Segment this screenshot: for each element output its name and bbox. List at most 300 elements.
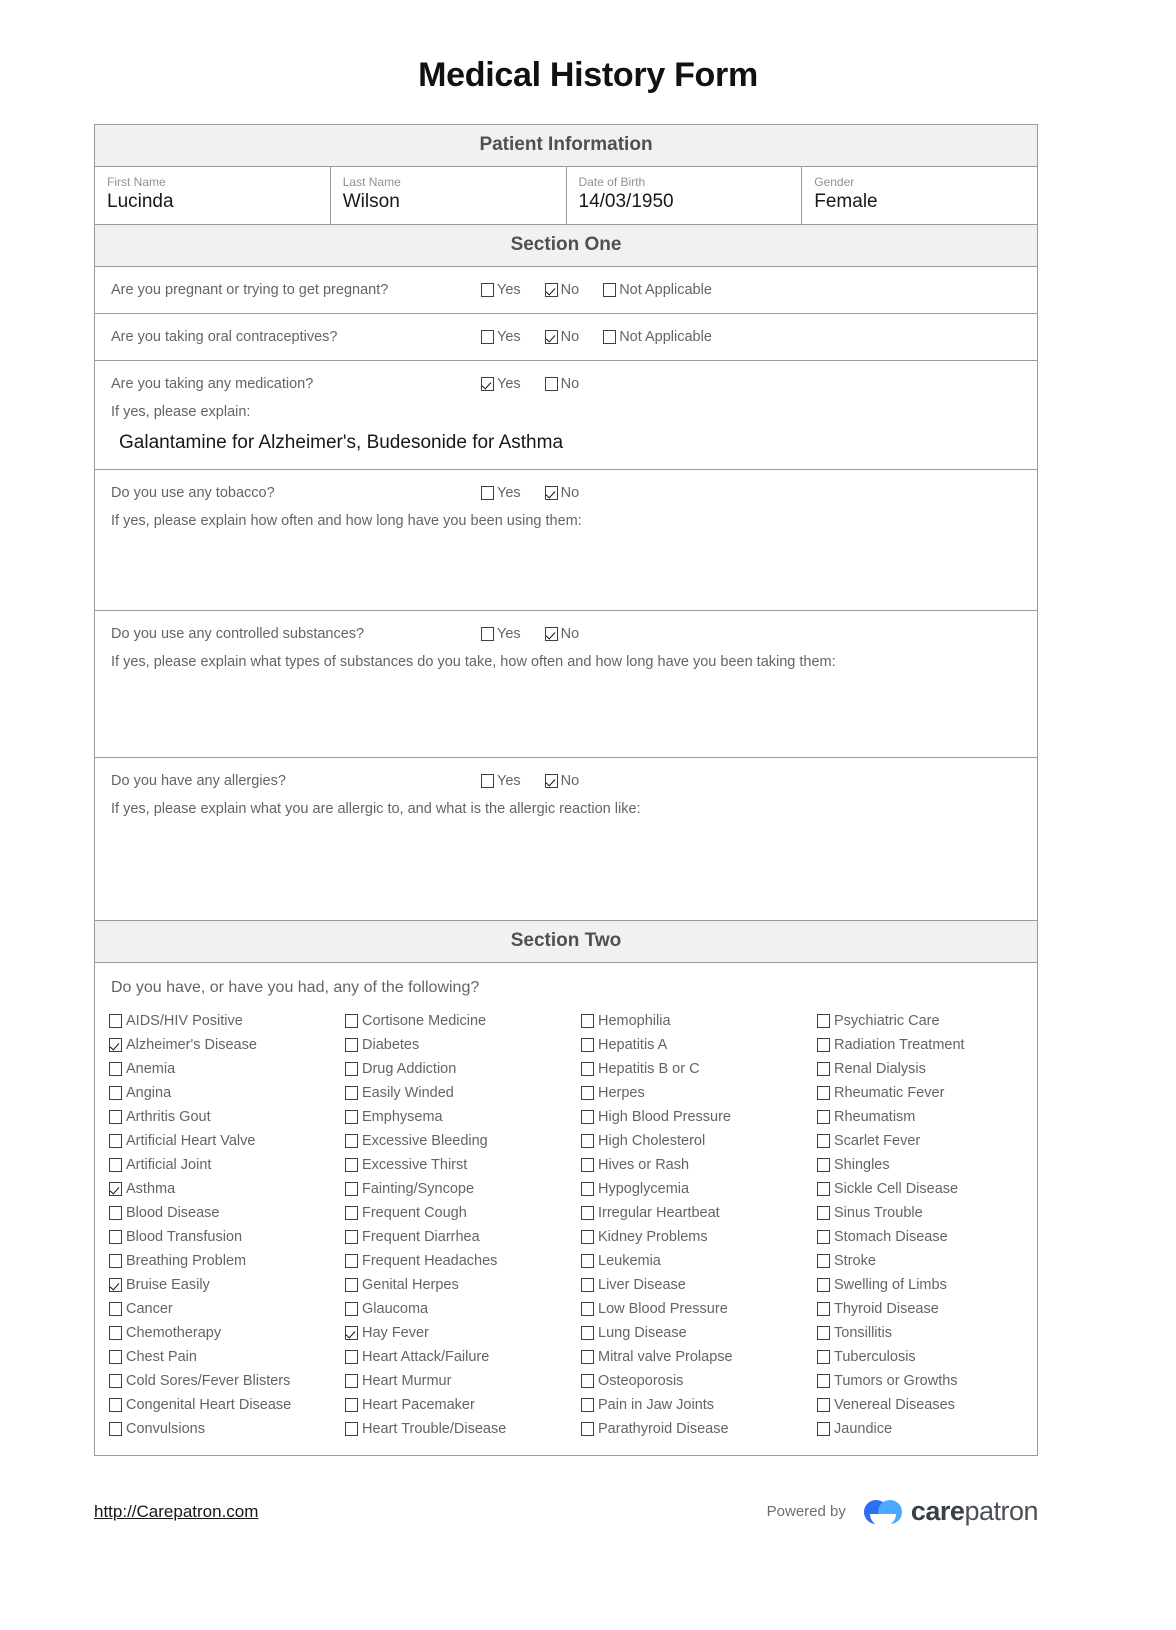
condition-item[interactable]: [109, 1153, 345, 1177]
condition-item[interactable]: [817, 1321, 1053, 1345]
checkbox-icon[interactable]: [481, 283, 494, 297]
condition-item-label: Leukemia: [598, 1253, 661, 1269]
condition-item-label: Blood Transfusion: [126, 1229, 243, 1245]
checkbox-icon[interactable]: [345, 1134, 358, 1148]
condition-item[interactable]: [817, 1129, 1053, 1153]
field-last-name-value: Wilson: [342, 191, 400, 212]
checkbox-checked-icon[interactable]: [109, 1038, 122, 1052]
condition-item-label: Psychiatric Care: [834, 1013, 940, 1029]
brand-care-text: care: [910, 1496, 965, 1526]
question-controlled-substances: [95, 611, 1037, 758]
condition-item-label: Genital Herpes: [362, 1277, 459, 1293]
question-allergies: [95, 758, 1037, 921]
question-medication-sub-prompt: If yes, please explain:: [111, 404, 251, 420]
checkbox-icon[interactable]: [581, 1254, 594, 1268]
brand-patron-text: patron: [964, 1496, 1038, 1526]
condition-item-label: Frequent Cough: [362, 1205, 467, 1221]
checkbox-icon[interactable]: [817, 1038, 830, 1052]
option-medication-yes[interactable]: [481, 376, 521, 392]
question-pregnant-options: [481, 282, 712, 298]
condition-item-label: Drug Addiction: [362, 1061, 457, 1077]
checkbox-icon[interactable]: [109, 1422, 122, 1436]
question-tobacco-answer[interactable]: [111, 540, 1021, 596]
checkbox-icon[interactable]: [345, 1158, 358, 1172]
section-two-intro: Do you have, or have you had, any of the following?: [111, 979, 480, 996]
checkbox-icon[interactable]: [345, 1038, 358, 1052]
condition-item[interactable]: [109, 1273, 345, 1297]
condition-item[interactable]: [581, 1033, 817, 1057]
condition-item[interactable]: [581, 1057, 817, 1081]
checkbox-icon[interactable]: [109, 1350, 122, 1364]
option-allergies-yes-label: Yes: [497, 773, 521, 789]
checkbox-icon[interactable]: [109, 1134, 122, 1148]
condition-item[interactable]: [581, 1177, 817, 1201]
question-tobacco: [95, 470, 1037, 611]
condition-item[interactable]: [109, 1009, 345, 1033]
condition-item-label: Blood Disease: [126, 1205, 220, 1221]
patient-information-header: Patient Information: [95, 125, 1037, 167]
patient-information-row: [95, 167, 1037, 225]
checkbox-icon[interactable]: [817, 1302, 830, 1316]
condition-item[interactable]: [345, 1081, 581, 1105]
checkbox-icon[interactable]: [345, 1398, 358, 1412]
condition-item[interactable]: [109, 1417, 345, 1441]
condition-item-label: Chest Pain: [126, 1349, 197, 1365]
checkbox-icon[interactable]: [581, 1326, 594, 1340]
condition-item[interactable]: [817, 1153, 1053, 1177]
condition-item-label: Hemophilia: [598, 1013, 671, 1029]
condition-item[interactable]: [109, 1057, 345, 1081]
question-tobacco-sub-prompt: If yes, please explain how often and how long have you been using them:: [111, 513, 582, 529]
option-tobacco-yes-label: Yes: [497, 485, 521, 501]
question-allergies-options: [481, 773, 579, 789]
condition-item[interactable]: [817, 1201, 1053, 1225]
checkbox-icon[interactable]: [345, 1110, 358, 1124]
condition-item-label: Hypoglycemia: [598, 1181, 690, 1197]
checkbox-icon[interactable]: [581, 1110, 594, 1124]
checkbox-icon[interactable]: [817, 1206, 830, 1220]
field-date-of-birth-label: Date of Birth: [578, 175, 646, 189]
field-first-name[interactable]: [95, 167, 331, 224]
condition-item[interactable]: [345, 1273, 581, 1297]
condition-item-label: Lung Disease: [598, 1325, 687, 1341]
checkbox-icon[interactable]: [817, 1230, 830, 1244]
checkbox-icon[interactable]: [581, 1062, 594, 1076]
condition-item[interactable]: [817, 1177, 1053, 1201]
question-allergies-sub-prompt: If yes, please explain what you are allergic to, and what is the allergic reaction like:: [111, 801, 641, 817]
condition-item[interactable]: [581, 1129, 817, 1153]
checkbox-checked-icon[interactable]: [545, 283, 558, 297]
condition-item[interactable]: [345, 1153, 581, 1177]
checkbox-icon[interactable]: [481, 330, 494, 344]
checkbox-checked-icon[interactable]: [545, 330, 558, 344]
condition-item[interactable]: [817, 1225, 1053, 1249]
condition-item[interactable]: [345, 1225, 581, 1249]
powered-by-block: [767, 1496, 1038, 1527]
checkbox-icon[interactable]: [581, 1350, 594, 1364]
condition-item-label: Tuberculosis: [834, 1349, 916, 1365]
checkbox-icon[interactable]: [109, 1158, 122, 1172]
carepatron-wordmark: [911, 1496, 1038, 1527]
condition-item-label: Herpes: [598, 1085, 645, 1101]
condition-item[interactable]: [109, 1369, 345, 1393]
checkbox-icon[interactable]: [581, 1206, 594, 1220]
condition-item[interactable]: [345, 1369, 581, 1393]
checkbox-checked-icon[interactable]: [545, 627, 558, 641]
option-medication-yes-label: Yes: [497, 376, 521, 392]
condition-item[interactable]: [109, 1297, 345, 1321]
option-contraceptives-na-label: Not Applicable: [619, 329, 712, 345]
checkbox-checked-icon[interactable]: [109, 1182, 122, 1196]
powered-by-label: Powered by: [766, 1503, 846, 1520]
checkbox-icon[interactable]: [109, 1254, 122, 1268]
checkbox-icon[interactable]: [345, 1422, 358, 1436]
checkbox-icon[interactable]: [109, 1230, 122, 1244]
question-allergies-text: Do you have any allergies?: [111, 773, 286, 789]
question-medication-answer[interactable]: Galantamine for Alzheimer's, Budesonide for Asthma: [119, 432, 564, 453]
condition-item-label: Stomach Disease: [834, 1229, 948, 1245]
field-gender-label: Gender: [814, 175, 855, 189]
condition-item-label: Heart Trouble/Disease: [362, 1421, 507, 1437]
checkbox-icon[interactable]: [481, 627, 494, 641]
option-pregnant-yes[interactable]: [481, 282, 521, 298]
condition-item[interactable]: [581, 1369, 817, 1393]
checkbox-icon[interactable]: [345, 1230, 358, 1244]
condition-item-label: Excessive Bleeding: [362, 1133, 488, 1149]
option-substances-yes[interactable]: [481, 626, 521, 642]
question-allergies-answer[interactable]: [111, 828, 1021, 906]
condition-item[interactable]: [345, 1417, 581, 1441]
condition-item-label: Thyroid Disease: [834, 1301, 939, 1317]
condition-item[interactable]: [109, 1225, 345, 1249]
condition-item[interactable]: [581, 1225, 817, 1249]
condition-item-label: Stroke: [834, 1253, 876, 1269]
checkbox-icon[interactable]: [817, 1326, 830, 1340]
section-two-header: Section Two: [95, 921, 1037, 963]
field-gender[interactable]: [802, 167, 1037, 224]
checkbox-icon[interactable]: [481, 486, 494, 500]
condition-item-label: Scarlet Fever: [834, 1133, 921, 1149]
checkbox-icon[interactable]: [109, 1206, 122, 1220]
condition-item-label: Frequent Headaches: [362, 1253, 498, 1269]
checkbox-icon[interactable]: [817, 1422, 830, 1436]
checkbox-icon[interactable]: [817, 1158, 830, 1172]
checkbox-icon[interactable]: [817, 1350, 830, 1364]
condition-item-label: Easily Winded: [362, 1085, 454, 1101]
condition-item-label: Fainting/Syncope: [362, 1181, 475, 1197]
checkbox-icon[interactable]: [581, 1134, 594, 1148]
field-first-name-label: First Name: [107, 175, 166, 189]
checkbox-icon[interactable]: [581, 1278, 594, 1292]
condition-item[interactable]: [581, 1273, 817, 1297]
condition-item[interactable]: [581, 1393, 817, 1417]
conditions-column-3: [581, 1009, 817, 1441]
condition-item[interactable]: [345, 1033, 581, 1057]
page-title: Medical History Form: [418, 56, 758, 94]
question-controlled-substances-options: [481, 626, 579, 642]
checkbox-icon[interactable]: [345, 1086, 358, 1100]
question-pregnant: [95, 267, 1037, 314]
condition-item-label: Tonsillitis: [834, 1325, 893, 1341]
checkbox-checked-icon[interactable]: [481, 377, 494, 391]
condition-item[interactable]: [817, 1081, 1053, 1105]
condition-item-label: High Cholesterol: [598, 1133, 706, 1149]
condition-item[interactable]: [817, 1105, 1053, 1129]
condition-item[interactable]: [581, 1201, 817, 1225]
condition-item-label: Hives or Rash: [598, 1157, 690, 1173]
condition-item[interactable]: [817, 1417, 1053, 1441]
option-allergies-no-label: No: [560, 773, 580, 789]
checkbox-icon[interactable]: [581, 1302, 594, 1316]
checkbox-icon[interactable]: [581, 1182, 594, 1196]
option-medication-no[interactable]: [545, 376, 580, 392]
condition-item[interactable]: [109, 1177, 345, 1201]
checkbox-icon[interactable]: [109, 1014, 122, 1028]
option-pregnant-na-label: Not Applicable: [619, 282, 712, 298]
condition-item[interactable]: [581, 1321, 817, 1345]
condition-item[interactable]: [109, 1201, 345, 1225]
checkbox-icon[interactable]: [817, 1278, 830, 1292]
condition-item[interactable]: [581, 1297, 817, 1321]
checkbox-icon[interactable]: [581, 1374, 594, 1388]
option-tobacco-no[interactable]: [545, 485, 580, 501]
condition-item-label: Asthma: [126, 1181, 176, 1197]
condition-item-label: Sinus Trouble: [834, 1205, 923, 1221]
condition-item-label: Angina: [126, 1085, 172, 1101]
question-tobacco-options: [481, 485, 579, 501]
carepatron-logo: [864, 1496, 1038, 1527]
checkbox-icon[interactable]: [817, 1374, 830, 1388]
condition-item[interactable]: [581, 1009, 817, 1033]
field-first-name-value: Lucinda: [107, 191, 174, 212]
checkbox-icon[interactable]: [581, 1158, 594, 1172]
checkbox-icon[interactable]: [545, 377, 558, 391]
checkbox-icon[interactable]: [817, 1134, 830, 1148]
question-pregnant-text: Are you pregnant or trying to get pregnant?: [111, 282, 389, 298]
option-medication-no-label: No: [560, 376, 580, 392]
condition-item[interactable]: [109, 1249, 345, 1273]
checkbox-icon[interactable]: [581, 1422, 594, 1436]
question-controlled-substances-answer[interactable]: [111, 681, 1021, 743]
checkbox-icon[interactable]: [109, 1398, 122, 1412]
condition-item-label: Artificial Joint: [126, 1157, 212, 1173]
condition-item[interactable]: [345, 1201, 581, 1225]
option-pregnant-not-applicable[interactable]: [603, 282, 712, 298]
condition-item-label: Cold Sores/Fever Blisters: [126, 1373, 291, 1389]
checkbox-icon[interactable]: [581, 1230, 594, 1244]
condition-item-label: Liver Disease: [598, 1277, 686, 1293]
condition-item[interactable]: [817, 1273, 1053, 1297]
condition-item[interactable]: [817, 1249, 1053, 1273]
checkbox-icon[interactable]: [581, 1398, 594, 1412]
checkbox-icon[interactable]: [345, 1350, 358, 1364]
checkbox-icon[interactable]: [581, 1086, 594, 1100]
condition-item[interactable]: [817, 1345, 1053, 1369]
checkbox-icon[interactable]: [109, 1110, 122, 1124]
condition-item[interactable]: [345, 1009, 581, 1033]
condition-item[interactable]: [817, 1033, 1053, 1057]
condition-item-label: Radiation Treatment: [834, 1037, 965, 1053]
condition-item[interactable]: [581, 1249, 817, 1273]
option-allergies-yes[interactable]: [481, 773, 521, 789]
condition-item[interactable]: [109, 1033, 345, 1057]
condition-item[interactable]: [109, 1393, 345, 1417]
condition-item[interactable]: [345, 1105, 581, 1129]
condition-item-label: Hepatitis A: [598, 1037, 668, 1053]
condition-item-label: Diabetes: [362, 1037, 420, 1053]
question-controlled-substances-sub-prompt: If yes, please explain what types of substances do you take, how often and how long have you been taking them:: [111, 654, 836, 670]
condition-item-label: Rheumatism: [834, 1109, 916, 1125]
checkbox-icon[interactable]: [345, 1206, 358, 1220]
condition-item[interactable]: [817, 1297, 1053, 1321]
checkbox-icon[interactable]: [817, 1110, 830, 1124]
condition-item[interactable]: [581, 1417, 817, 1441]
condition-item[interactable]: [345, 1249, 581, 1273]
condition-item-label: Alzheimer's Disease: [126, 1037, 257, 1053]
condition-item[interactable]: [109, 1105, 345, 1129]
checkbox-icon[interactable]: [817, 1182, 830, 1196]
condition-item-label: Swelling of Limbs: [834, 1277, 947, 1293]
option-contraceptives-yes-label: Yes: [497, 329, 521, 345]
checkbox-icon[interactable]: [345, 1014, 358, 1028]
question-oral-contraceptives: [95, 314, 1037, 361]
option-tobacco-yes[interactable]: [481, 485, 521, 501]
condition-item[interactable]: [345, 1297, 581, 1321]
condition-item-label: Hay Fever: [362, 1325, 429, 1341]
condition-item[interactable]: [817, 1057, 1053, 1081]
conditions-column-2: [345, 1009, 581, 1441]
condition-item-label: Heart Attack/Failure: [362, 1349, 490, 1365]
checkbox-icon[interactable]: [109, 1086, 122, 1100]
checkbox-icon[interactable]: [581, 1038, 594, 1052]
condition-item-label: Low Blood Pressure: [598, 1301, 728, 1317]
condition-item[interactable]: [345, 1177, 581, 1201]
checkbox-icon[interactable]: [603, 330, 616, 344]
condition-item[interactable]: [109, 1321, 345, 1345]
condition-item-label: AIDS/HIV Positive: [126, 1013, 243, 1029]
option-substances-no-label: No: [560, 626, 580, 642]
condition-item-label: Tumors or Growths: [834, 1373, 958, 1389]
condition-item-label: Frequent Diarrhea: [362, 1229, 480, 1245]
option-substances-no[interactable]: [545, 626, 580, 642]
checkbox-icon[interactable]: [817, 1254, 830, 1268]
field-date-of-birth-value: 14/03/1950: [578, 191, 674, 212]
checkbox-icon[interactable]: [345, 1302, 358, 1316]
question-medication-options: [481, 376, 579, 392]
condition-item-label: Heart Murmur: [362, 1373, 452, 1389]
condition-item[interactable]: [581, 1345, 817, 1369]
page-footer: [94, 1496, 1038, 1527]
condition-item[interactable]: [581, 1105, 817, 1129]
checkbox-checked-icon[interactable]: [109, 1278, 122, 1292]
condition-item-label: Breathing Problem: [126, 1253, 247, 1269]
option-substances-yes-label: Yes: [497, 626, 521, 642]
checkbox-icon[interactable]: [345, 1182, 358, 1196]
condition-item-label: Hepatitis B or C: [598, 1061, 700, 1077]
condition-item[interactable]: [109, 1081, 345, 1105]
question-medication-text: Are you taking any medication?: [111, 376, 314, 392]
conditions-grid: [95, 1009, 1037, 1455]
condition-item-label: Cortisone Medicine: [362, 1013, 487, 1029]
option-contraceptives-yes[interactable]: [481, 329, 521, 345]
field-date-of-birth[interactable]: [567, 167, 803, 224]
checkbox-icon[interactable]: [345, 1254, 358, 1268]
option-tobacco-no-label: No: [560, 485, 580, 501]
option-pregnant-no[interactable]: [545, 282, 580, 298]
option-contraceptives-no-label: No: [560, 329, 580, 345]
option-contraceptives-not-applicable[interactable]: [603, 329, 712, 345]
checkbox-icon[interactable]: [481, 774, 494, 788]
condition-item[interactable]: [345, 1129, 581, 1153]
carepatron-site-link[interactable]: http://Carepatron.com: [94, 1501, 259, 1521]
condition-item-label: Renal Dialysis: [834, 1061, 926, 1077]
condition-item-label: Parathyroid Disease: [598, 1421, 729, 1437]
condition-item-label: Kidney Problems: [598, 1229, 708, 1245]
option-pregnant-yes-label: Yes: [497, 282, 521, 298]
option-contraceptives-no[interactable]: [545, 329, 580, 345]
form-container: [94, 124, 1038, 1456]
checkbox-icon[interactable]: [817, 1014, 830, 1028]
condition-item-label: Osteoporosis: [598, 1373, 684, 1389]
condition-item-label: Pain in Jaw Joints: [598, 1397, 715, 1413]
condition-item[interactable]: [581, 1081, 817, 1105]
condition-item-label: Shingles: [834, 1157, 890, 1173]
checkbox-icon[interactable]: [109, 1302, 122, 1316]
checkbox-icon[interactable]: [817, 1062, 830, 1076]
condition-item-label: Arthritis Gout: [126, 1109, 211, 1125]
option-pregnant-no-label: No: [560, 282, 580, 298]
checkbox-icon[interactable]: [581, 1014, 594, 1028]
condition-item-label: Mitral valve Prolapse: [598, 1349, 733, 1365]
condition-item-label: Sickle Cell Disease: [834, 1181, 959, 1197]
checkbox-icon[interactable]: [817, 1086, 830, 1100]
checkbox-checked-icon[interactable]: [545, 774, 558, 788]
checkbox-icon[interactable]: [345, 1278, 358, 1292]
condition-item[interactable]: [817, 1369, 1053, 1393]
field-gender-value: Female: [814, 191, 878, 212]
condition-item[interactable]: [109, 1345, 345, 1369]
condition-item[interactable]: [345, 1393, 581, 1417]
condition-item[interactable]: [345, 1345, 581, 1369]
question-medication: [95, 361, 1037, 470]
condition-item[interactable]: [581, 1153, 817, 1177]
condition-item-label: Cancer: [126, 1301, 173, 1317]
condition-item[interactable]: [817, 1393, 1053, 1417]
checkbox-checked-icon[interactable]: [345, 1326, 358, 1340]
condition-item-label: Rheumatic Fever: [834, 1085, 945, 1101]
field-last-name[interactable]: [331, 167, 567, 224]
checkbox-icon[interactable]: [109, 1374, 122, 1388]
condition-item-label: Glaucoma: [362, 1301, 429, 1317]
question-oral-contraceptives-text: Are you taking oral contraceptives?: [111, 329, 338, 345]
condition-item[interactable]: [817, 1009, 1053, 1033]
condition-item-label: Venereal Diseases: [834, 1397, 955, 1413]
field-last-name-label: Last Name: [342, 175, 401, 189]
condition-item[interactable]: [345, 1057, 581, 1081]
checkbox-checked-icon[interactable]: [545, 486, 558, 500]
checkbox-icon[interactable]: [345, 1374, 358, 1388]
carepatron-logo-icon: [864, 1498, 904, 1526]
checkbox-icon[interactable]: [109, 1062, 122, 1076]
condition-item-label: Bruise Easily: [126, 1277, 210, 1293]
condition-item[interactable]: [109, 1129, 345, 1153]
checkbox-icon[interactable]: [603, 283, 616, 297]
option-allergies-no[interactable]: [545, 773, 580, 789]
condition-item[interactable]: [345, 1321, 581, 1345]
checkbox-icon[interactable]: [345, 1062, 358, 1076]
checkbox-icon[interactable]: [109, 1326, 122, 1340]
checkbox-icon[interactable]: [817, 1398, 830, 1412]
